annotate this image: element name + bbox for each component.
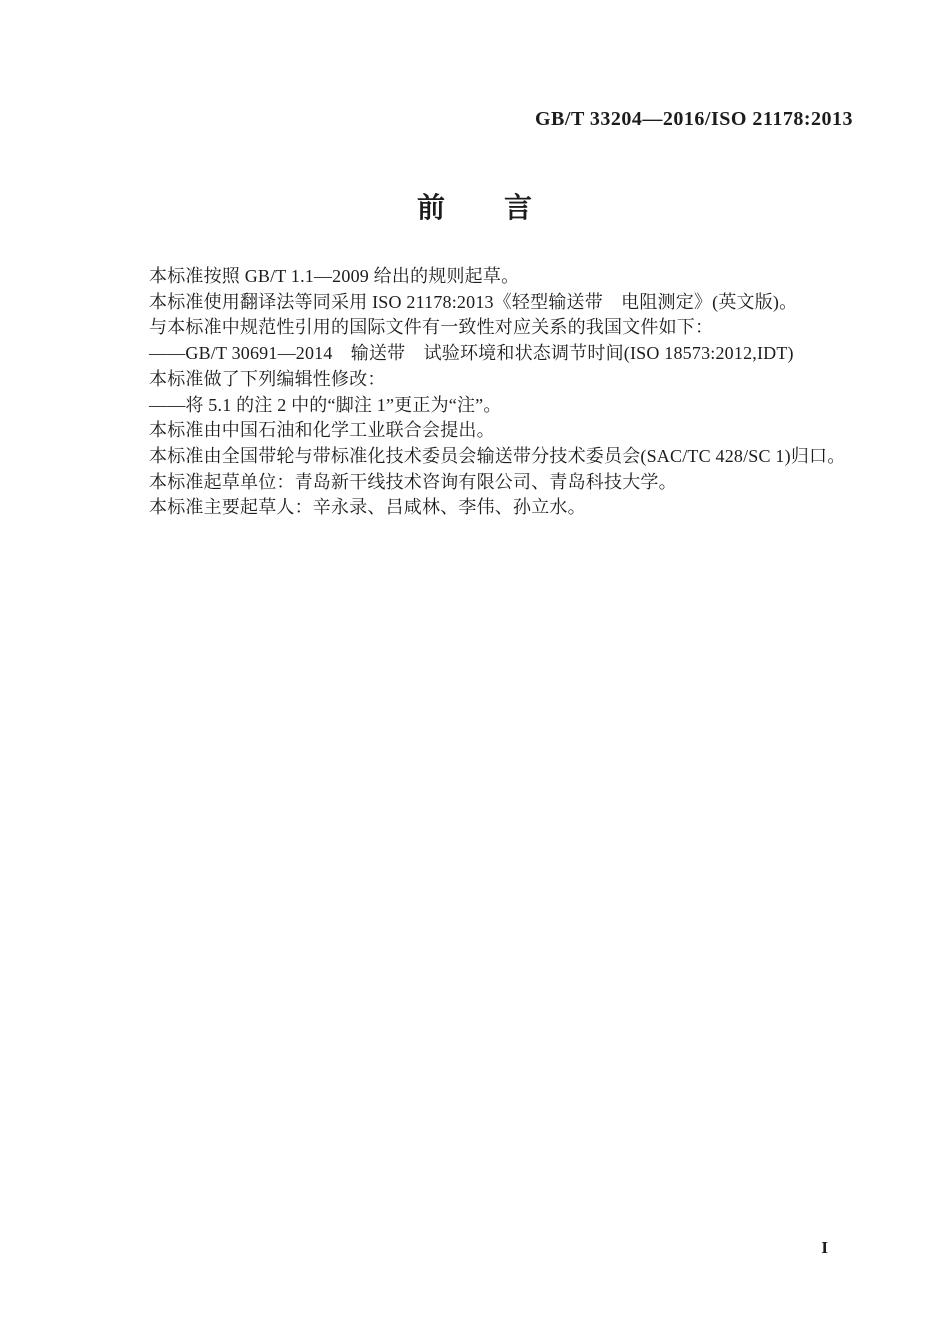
foreword-paragraph: ——GB/T 30691—2014 输送带 试验环境和状态调节时间(ISO 18573:2012,IDT)	[149, 343, 794, 364]
foreword-paragraph: 本标准做了下列编辑性修改：	[149, 368, 386, 389]
foreword-body	[113, 264, 855, 521]
foreword-paragraph: ——将 5.1 的注 2 中的“脚注 1”更正为“注”。	[149, 394, 502, 415]
foreword-paragraph: 与本标准中规范性引用的国际文件有一致性对应关系的我国文件如下：	[149, 317, 714, 338]
page-title: 前 言	[416, 193, 533, 224]
foreword-paragraph: 本标准使用翻译法等同采用 ISO 21178:2013《轻型输送带 电阻测定》(英文版)。	[149, 291, 798, 312]
foreword-paragraph: 本标准由全国带轮与带标准化技术委员会输送带分技术委员会(SAC/TC 428/SC 1)归口。	[149, 445, 846, 466]
foreword-paragraph: 本标准按照 GB/T 1.1—2009 给出的规则起草。	[149, 266, 520, 286]
page-number: I	[821, 1238, 828, 1257]
foreword-paragraph: 本标准主要起草人：辛永录、吕咸林、李伟、孙立水。	[149, 497, 586, 518]
foreword-paragraph: 本标准由中国石油和化学工业联合会提出。	[149, 420, 495, 441]
standard-number-header: GB/T 33204—2016/ISO 21178:2013	[534, 108, 853, 130]
foreword-paragraph: 本标准起草单位：青岛新干线技术咨询有限公司、青岛科技大学。	[149, 471, 677, 492]
